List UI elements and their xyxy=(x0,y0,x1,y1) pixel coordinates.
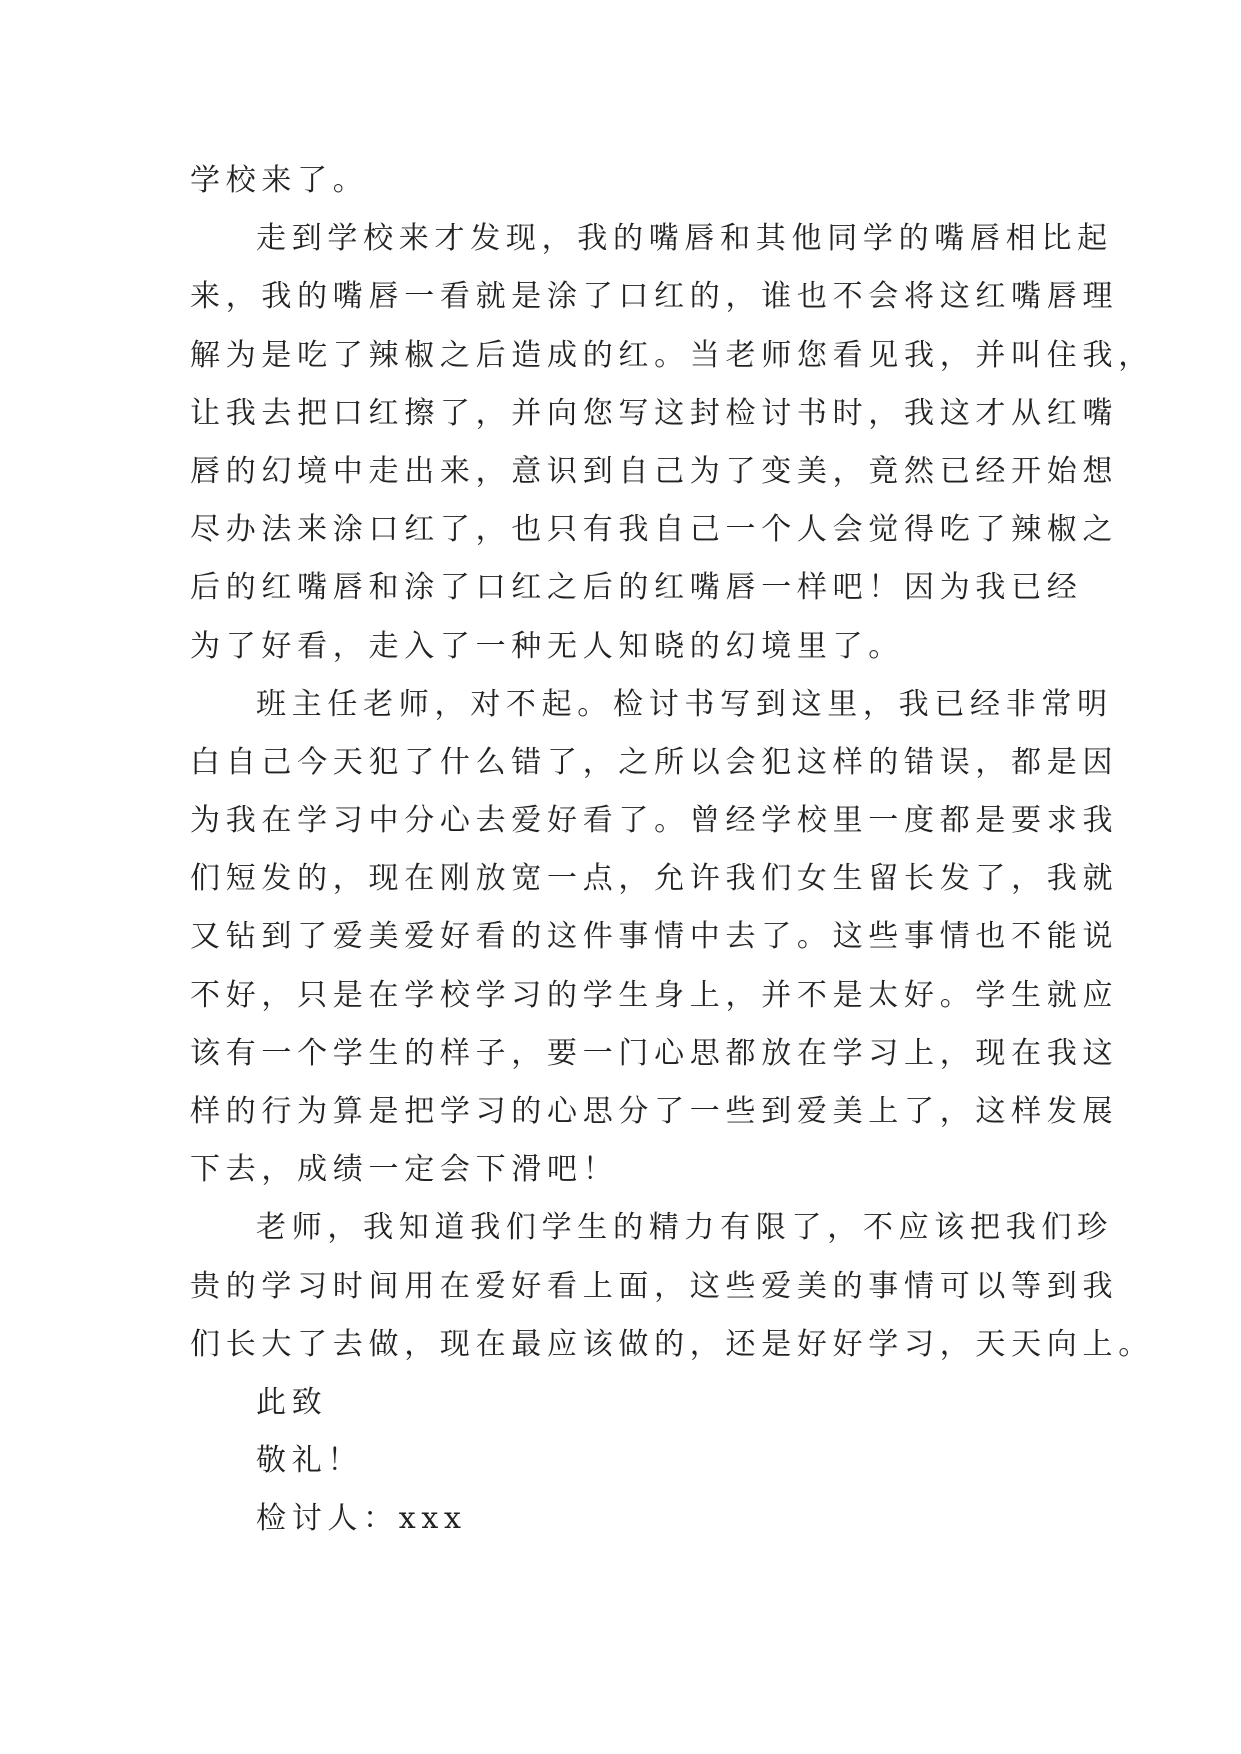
text-line: 不好，只是在学校学习的学生身上，并不是太好。学生就应 xyxy=(190,977,1119,1013)
text-line: 尽办法来涂口红了，也只有我自己一个人会觉得吃了辣椒之 xyxy=(190,512,1119,548)
text-line: 来，我的嘴唇一看就是涂了口红的，谁也不会将这红嘴唇理 xyxy=(190,279,1119,315)
text-line: 让我去把口红擦了，并向您写这封检讨书时，我这才从红嘴 xyxy=(190,395,1119,431)
text-line: 下去，成绩一定会下滑吧！ xyxy=(190,1152,619,1188)
text-line: 学校来了。 xyxy=(190,163,369,198)
signature-line: 检讨人：xxx xyxy=(256,1501,467,1537)
text-line: 们长大了去做，现在最应该做的，还是好好学习，天天向上。 xyxy=(190,1326,1154,1362)
text-line: 样的行为算是把学习的心思分了一些到爱美上了，这样发展 xyxy=(190,1094,1119,1129)
text-line: 们短发的，现在刚放宽一点，允许我们女生留长发了，我就 xyxy=(190,861,1119,897)
text-line: 后的红嘴唇和涂了口红之后的红嘴唇一样吧！因为我已经 xyxy=(190,570,1083,606)
text-line: 唇的幻境中走出来，意识到自己为了变美，竟然已经开始想 xyxy=(190,453,1119,489)
text-line: 为了好看，走入了一种无人知晓的幻境里了。 xyxy=(190,628,904,664)
paragraph-start-line: 走到学校来才发现，我的嘴唇和其他同学的嘴唇相比起 xyxy=(256,221,1113,257)
text-line: 解为是吃了辣椒之后造成的红。当老师您看见我，并叫住我， xyxy=(190,337,1154,373)
text-line: 白自己今天犯了什么错了，之所以会犯这样的错误，都是因 xyxy=(190,744,1119,780)
text-line: 贵的学习时间用在爱好看上面，这些爱美的事情可以等到我 xyxy=(190,1268,1119,1304)
text-line: 为我在学习中分心去爱好看了。曾经学校里一度都是要求我 xyxy=(190,803,1119,839)
text-line: 又钻到了爱美爱好看的这件事情中去了。这些事情也不能说 xyxy=(190,919,1119,955)
closing-respect: 敬礼！ xyxy=(256,1443,364,1479)
paragraph-start-line: 老师，我知道我们学生的精力有限了，不应该把我们珍 xyxy=(256,1210,1113,1246)
text-line: 该有一个学生的样子，要一门心思都放在学习上，现在我这 xyxy=(190,1035,1119,1071)
closing-salutation: 此致 xyxy=(256,1384,328,1420)
paragraph-start-line: 班主任老师，对不起。检讨书写到这里，我已经非常明 xyxy=(256,686,1113,722)
document-body xyxy=(190,152,1154,1549)
